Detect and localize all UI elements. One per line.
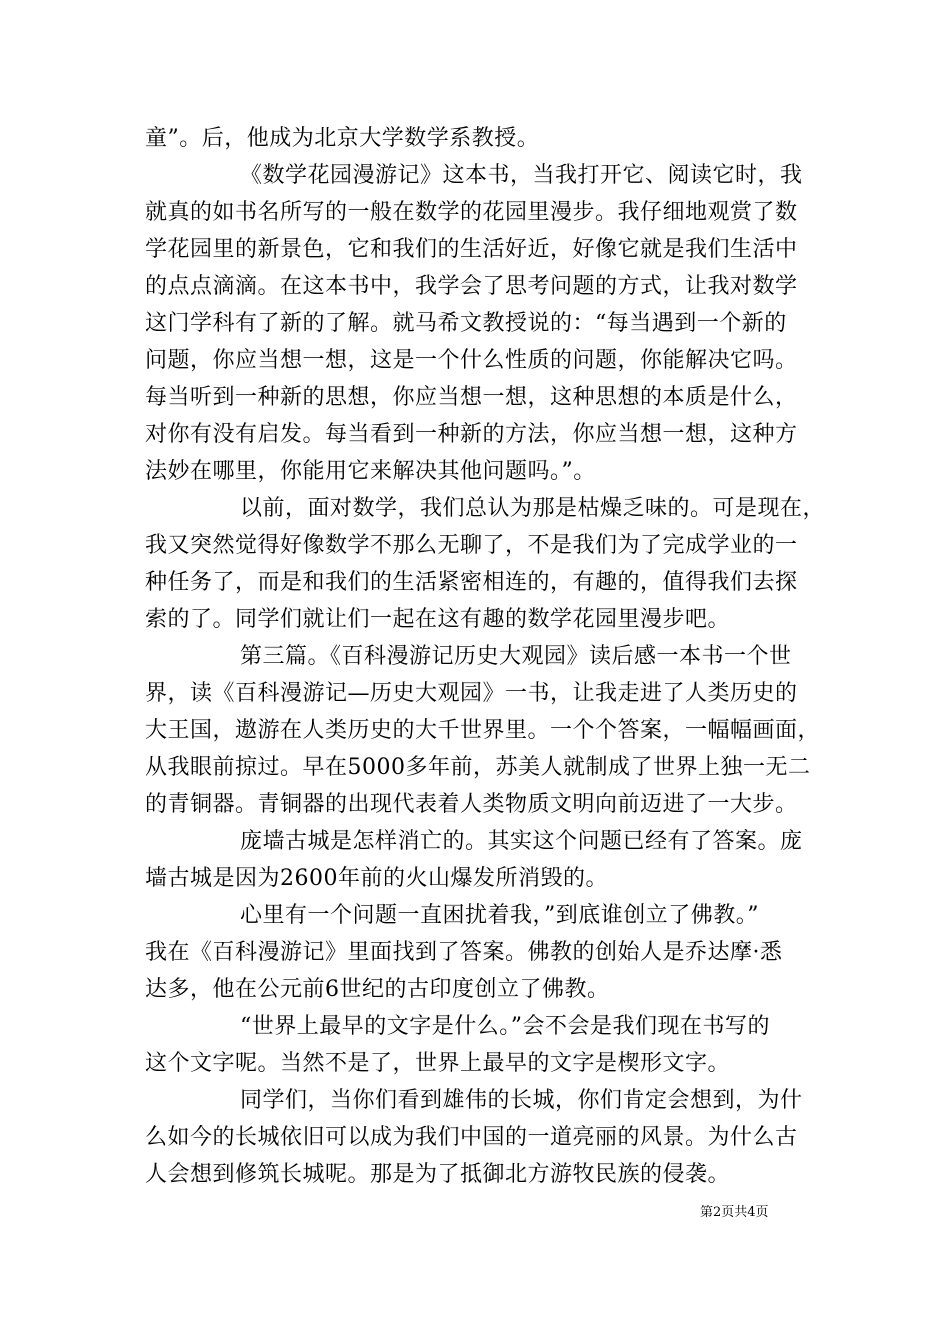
text-line: 就真的如书名所写的一般在数学的花园里漫步。我仔细地观赏了数 bbox=[145, 200, 798, 225]
text-line: 同学们，当你们看到雄伟的长城，你们肯定会想到，为什 bbox=[240, 1088, 803, 1113]
text-line: 大王国，遨游在人类历史的大千世界里。一个个答案，一幅幅画面， bbox=[145, 718, 821, 743]
text-line: 么如今的长城依旧可以成为我们中国的一道亮丽的风景。为什么古 bbox=[145, 1125, 798, 1150]
text-line: 问题，你应当想一想，这是一个什么性质的问题，你能解决它吗。 bbox=[145, 348, 798, 373]
text-line: 童”。后，他成为北京大学数学系教授。 bbox=[145, 126, 540, 151]
text-line: 达多，他在公元前6世纪的古印度创立了佛教。 bbox=[145, 977, 610, 1002]
text-line: 这个文字呢。当然不是了，世界上最早的文字是楔形文字。 bbox=[145, 1051, 731, 1076]
text-line: 学花园里的新景色，它和我们的生活好近，好像它就是我们生活中 bbox=[145, 237, 798, 262]
text-line: 从我眼前掠过。早在5000多年前，苏美人就制成了世界上独一无二 bbox=[145, 755, 811, 780]
text-line: 人会想到修筑长城呢。那是为了抵御北方游牧民族的侵袭。 bbox=[145, 1162, 731, 1187]
text-line: 这门学科有了新的了解。就马希文教授说的：“每当遇到一个新的 bbox=[145, 311, 787, 336]
text-line: 第三篇。《百科漫游记历史大观园》读后感一本书一个世 bbox=[240, 644, 792, 669]
text-line: 的点点滴滴。在这本书中，我学会了思考问题的方式，让我对数学 bbox=[145, 274, 798, 299]
text-line: 《数学花园漫游记》这本书，当我打开它、阅读它时，我 bbox=[240, 163, 803, 188]
text-line: 以前，面对数学，我们总认为那是枯燥乏味的。可是现在， bbox=[240, 496, 826, 521]
text-line: 界，读《百科漫游记—历史大观园》一书，让我走进了人类历史的 bbox=[145, 681, 798, 706]
text-line: 每当听到一种新的思想，你应当想一想，这种思想的本质是什么， bbox=[145, 385, 798, 410]
text-line: 索的了。同学们就让们一起在这有趣的数学花园里漫步吧。 bbox=[145, 607, 731, 632]
text-line: 对你有没有启发。每当看到一种新的方法，你应当想一想，这种方 bbox=[145, 422, 798, 447]
text-line: 我又突然觉得好像数学不那么无聊了，不是我们为了完成学业的一 bbox=[145, 533, 798, 558]
text-line: 种任务了，而是和我们的生活紧密相连的，有趣的，值得我们去探 bbox=[145, 570, 798, 595]
text-line: 法妙在哪里，你能用它来解决其他问题吗。”。 bbox=[145, 459, 596, 484]
text-line: 墙古城是因为2600年前的火山爆发所消毁的。 bbox=[145, 866, 608, 891]
text-line: 我在《百科漫游记》里面找到了答案。佛教的创始人是乔达摩·悉 bbox=[145, 940, 783, 965]
text-line: “世界上最早的文字是什么。”会不会是我们现在书写的 bbox=[240, 1014, 770, 1039]
text-line: 的青铜器。青铜器的出现代表着人类物质文明向前迈进了一大步。 bbox=[145, 792, 798, 817]
page-number: 第2页共4页 bbox=[700, 1205, 769, 1220]
text-line: 庞墙古城是怎样消亡的。其实这个问题已经有了答案。庞 bbox=[240, 829, 803, 854]
text-line: 心里有一个问题一直困扰着我，”到底谁创立了佛教。” bbox=[240, 903, 759, 928]
